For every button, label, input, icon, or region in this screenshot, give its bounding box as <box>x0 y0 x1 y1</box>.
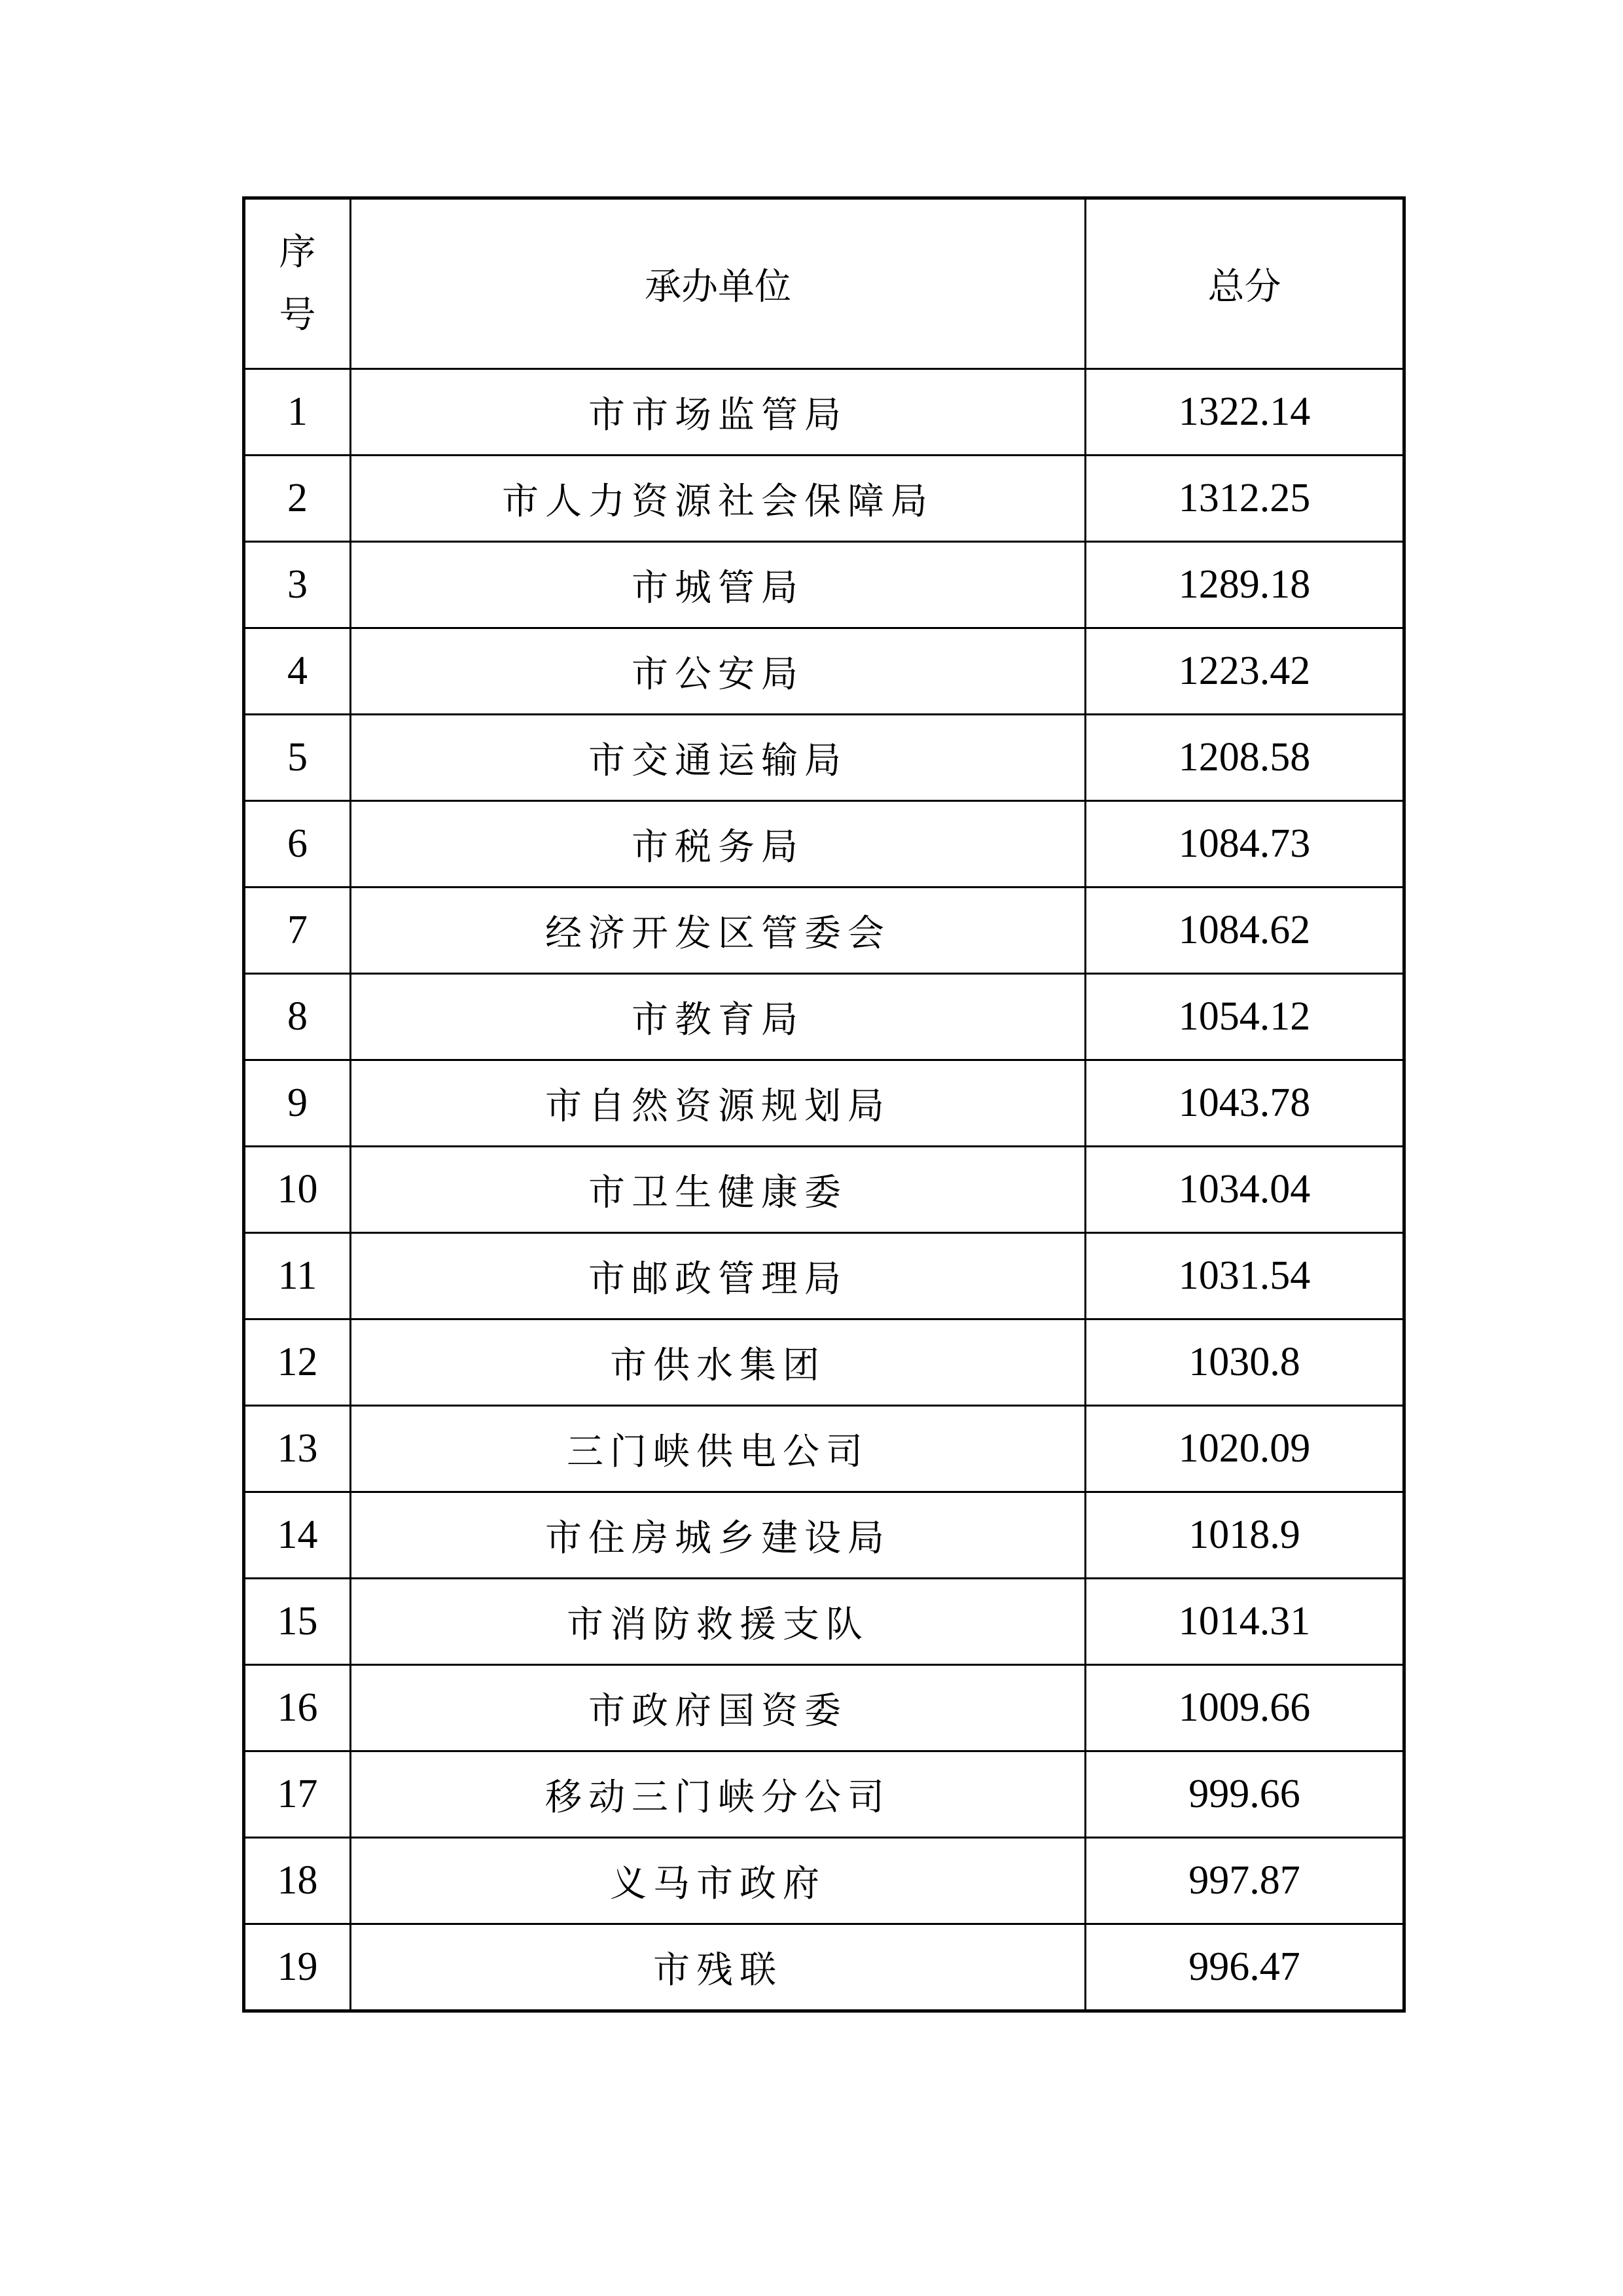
row-score: 1322.14 <box>1086 369 1404 456</box>
table-row <box>244 1751 1404 1838</box>
row-unit: 市教育局 <box>351 974 1086 1060</box>
row-score: 999.66 <box>1086 1751 1404 1838</box>
score-table <box>242 196 1406 2013</box>
row-seq: 15 <box>244 1579 351 1665</box>
row-score: 996.47 <box>1086 1924 1404 2011</box>
header-seq-line1: 序 <box>279 230 316 274</box>
row-unit: 经济开发区管委会 <box>351 888 1086 974</box>
table-row <box>244 888 1404 974</box>
table-row <box>244 1060 1404 1147</box>
row-score: 1084.62 <box>1086 888 1404 974</box>
row-unit: 市邮政管理局 <box>351 1233 1086 1319</box>
row-unit: 三门峡供电公司 <box>351 1406 1086 1492</box>
row-unit: 移动三门峡分公司 <box>351 1751 1086 1838</box>
row-unit: 义马市政府 <box>351 1838 1086 1924</box>
row-score: 1043.78 <box>1086 1060 1404 1147</box>
row-seq: 10 <box>244 1147 351 1233</box>
table-row <box>244 1492 1404 1579</box>
header-row <box>244 198 1404 369</box>
header-unit: 承办单位 <box>351 198 1086 369</box>
row-seq: 17 <box>244 1751 351 1838</box>
row-score: 1009.66 <box>1086 1665 1404 1751</box>
table-row <box>244 715 1404 801</box>
table-row <box>244 1319 1404 1406</box>
row-unit: 市卫生健康委 <box>351 1147 1086 1233</box>
row-seq: 6 <box>244 801 351 888</box>
table-row <box>244 1147 1404 1233</box>
row-score: 1312.25 <box>1086 456 1404 542</box>
row-unit: 市税务局 <box>351 801 1086 888</box>
row-seq: 7 <box>244 888 351 974</box>
row-score: 1289.18 <box>1086 542 1404 628</box>
row-score: 1030.8 <box>1086 1319 1404 1406</box>
row-score: 1020.09 <box>1086 1406 1404 1492</box>
row-unit: 市政府国资委 <box>351 1665 1086 1751</box>
table-row <box>244 1233 1404 1319</box>
table-row <box>244 369 1404 456</box>
row-score: 997.87 <box>1086 1838 1404 1924</box>
row-seq: 9 <box>244 1060 351 1147</box>
row-unit: 市市场监管局 <box>351 369 1086 456</box>
table-row <box>244 1579 1404 1665</box>
table-row <box>244 1924 1404 2011</box>
row-seq: 12 <box>244 1319 351 1406</box>
row-seq: 11 <box>244 1233 351 1319</box>
row-seq: 16 <box>244 1665 351 1751</box>
row-unit: 市交通运输局 <box>351 715 1086 801</box>
row-seq: 13 <box>244 1406 351 1492</box>
header-score: 总分 <box>1086 198 1404 369</box>
table-row <box>244 628 1404 715</box>
table-row <box>244 542 1404 628</box>
row-score: 1054.12 <box>1086 974 1404 1060</box>
table-row <box>244 1665 1404 1751</box>
row-unit: 市公安局 <box>351 628 1086 715</box>
row-score: 1014.31 <box>1086 1579 1404 1665</box>
row-seq: 3 <box>244 542 351 628</box>
table-row <box>244 974 1404 1060</box>
row-seq: 8 <box>244 974 351 1060</box>
row-seq: 2 <box>244 456 351 542</box>
row-unit: 市人力资源社会保障局 <box>351 456 1086 542</box>
row-unit: 市供水集团 <box>351 1319 1086 1406</box>
row-score: 1018.9 <box>1086 1492 1404 1579</box>
row-unit: 市自然资源规划局 <box>351 1060 1086 1147</box>
row-unit: 市城管局 <box>351 542 1086 628</box>
header-seq <box>244 198 351 369</box>
row-unit: 市残联 <box>351 1924 1086 2011</box>
row-seq: 19 <box>244 1924 351 2011</box>
row-seq: 4 <box>244 628 351 715</box>
row-unit: 市消防救援支队 <box>351 1579 1086 1665</box>
table-header <box>244 198 1404 369</box>
row-score: 1223.42 <box>1086 628 1404 715</box>
table-row <box>244 1406 1404 1492</box>
row-score: 1031.54 <box>1086 1233 1404 1319</box>
table-body <box>244 369 1404 2011</box>
table-row <box>244 456 1404 542</box>
table-row <box>244 801 1404 888</box>
header-seq-line2: 号 <box>279 293 316 336</box>
row-score: 1208.58 <box>1086 715 1404 801</box>
row-seq: 14 <box>244 1492 351 1579</box>
table-row <box>244 1838 1404 1924</box>
row-seq: 5 <box>244 715 351 801</box>
row-score: 1034.04 <box>1086 1147 1404 1233</box>
row-seq: 1 <box>244 369 351 456</box>
row-unit: 市住房城乡建设局 <box>351 1492 1086 1579</box>
row-seq: 18 <box>244 1838 351 1924</box>
row-score: 1084.73 <box>1086 801 1404 888</box>
